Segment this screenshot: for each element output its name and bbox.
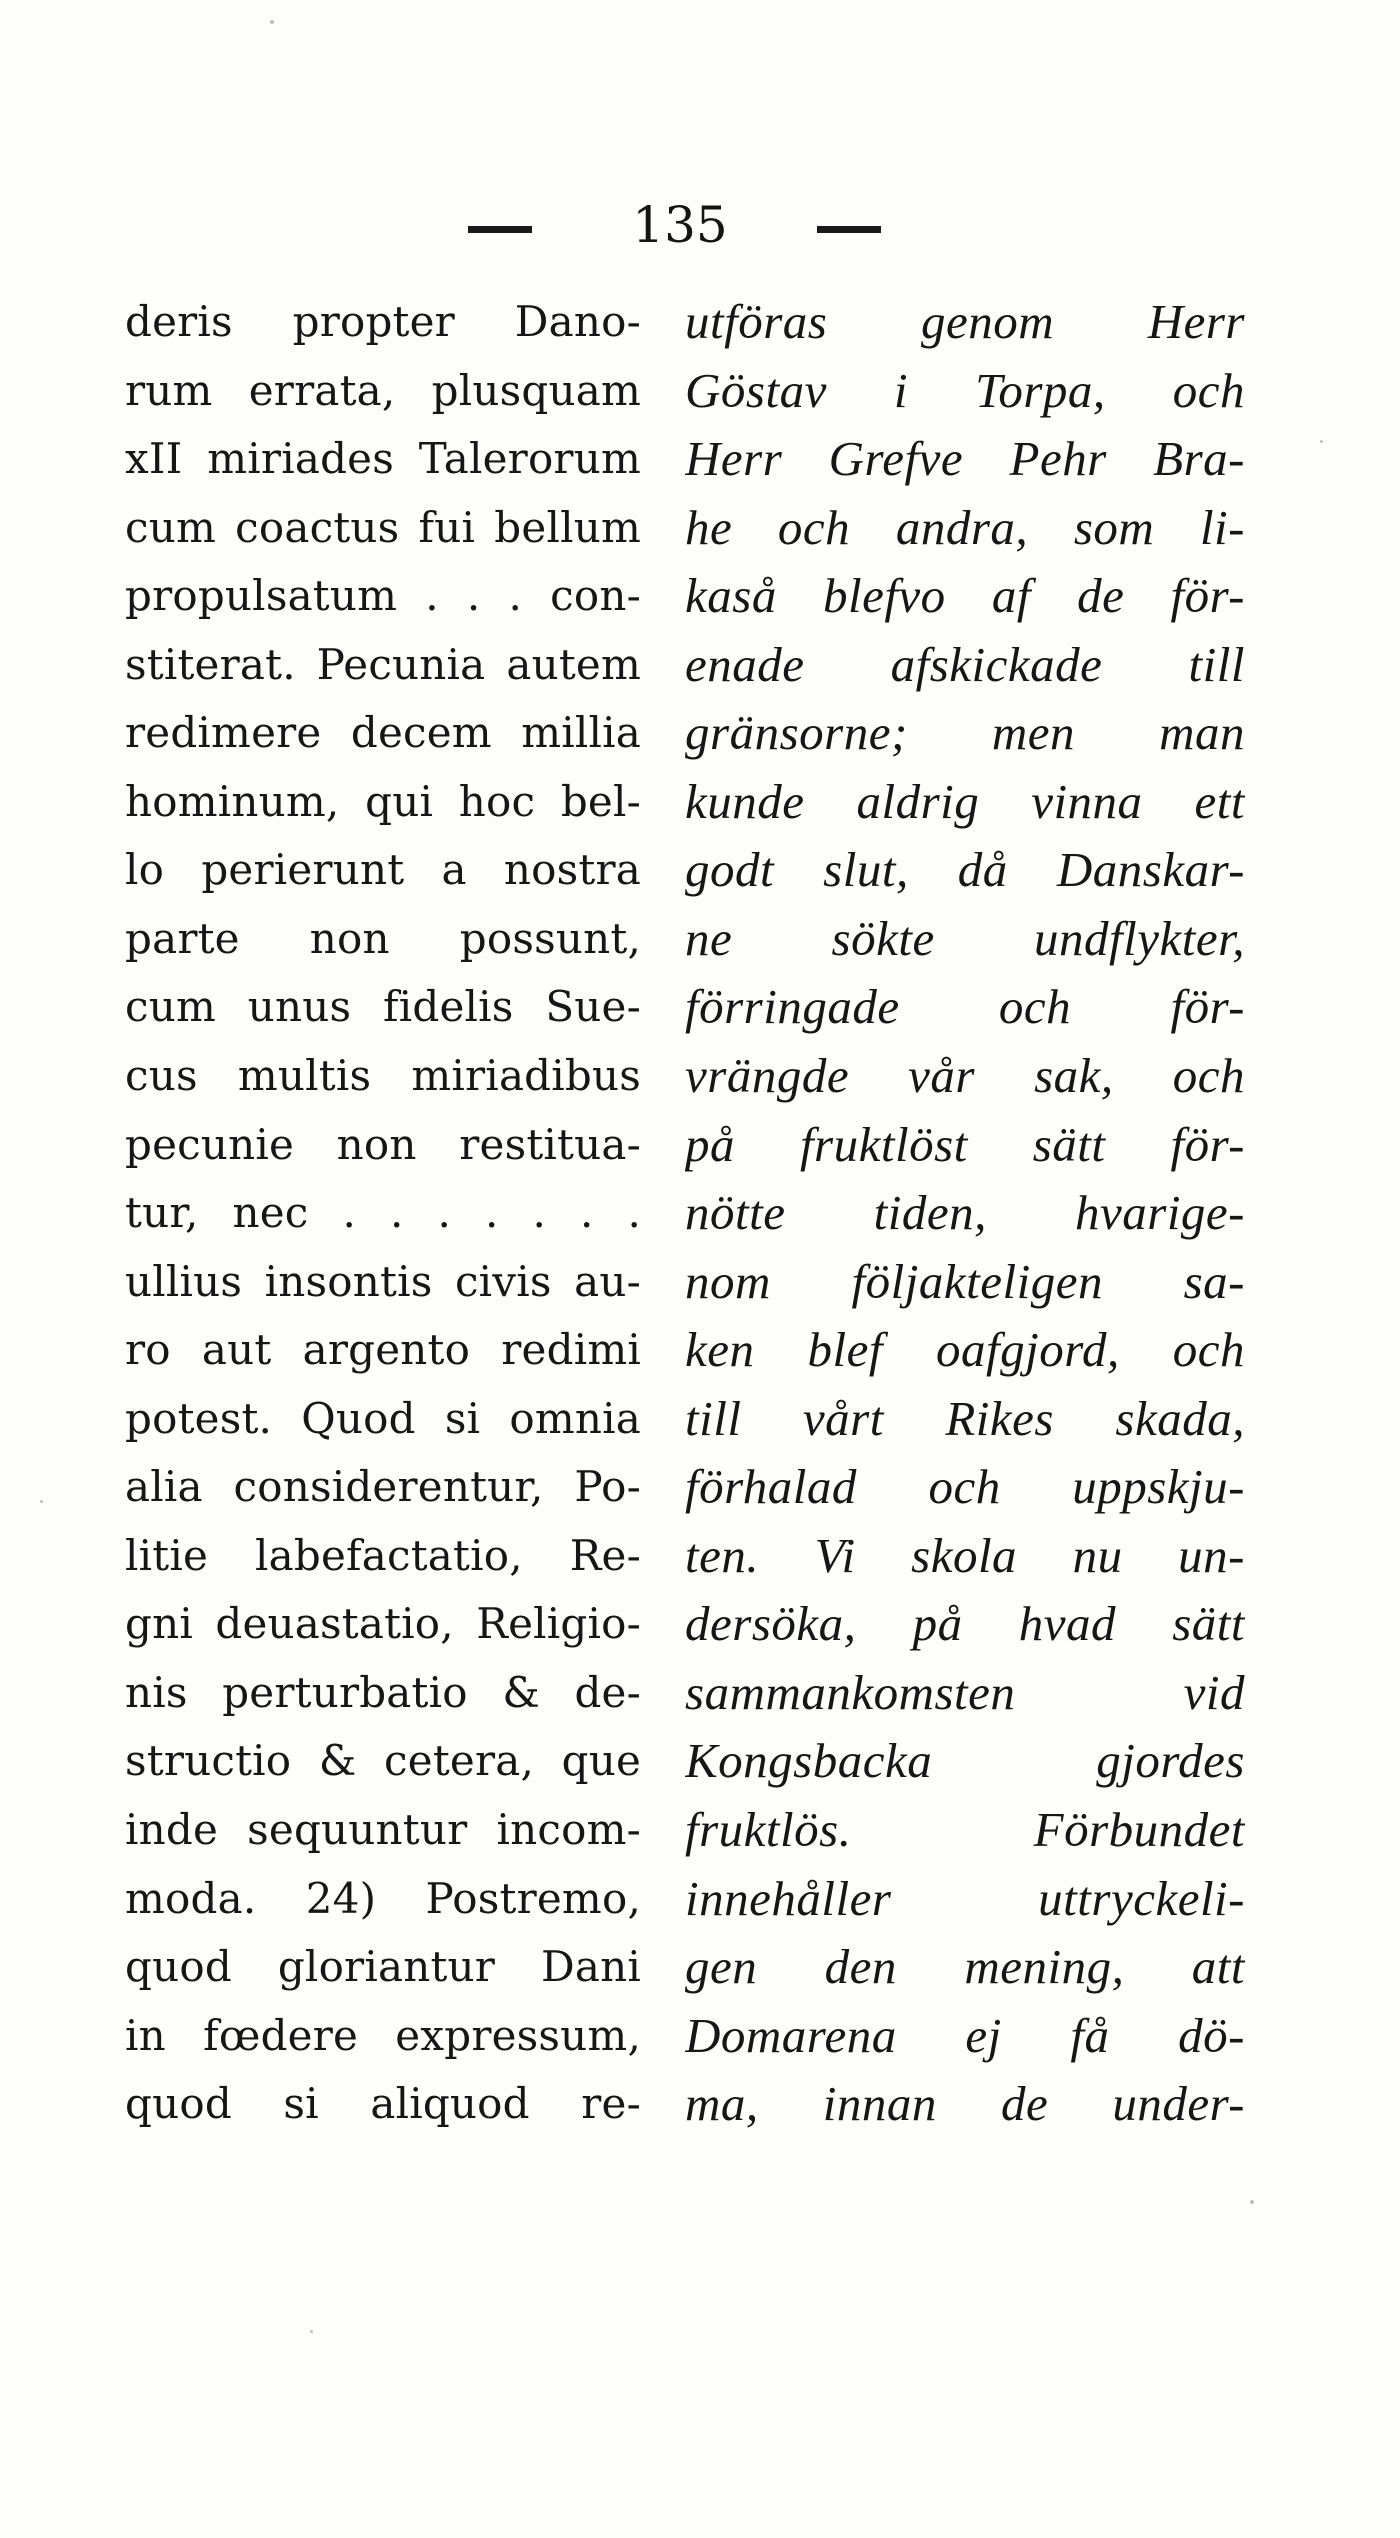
- paper-speck: [270, 20, 274, 24]
- page-header: [0, 192, 1400, 262]
- text-line: nis perturbatio & de-: [125, 1667, 641, 1717]
- text-line: ne sökte undflykter,: [685, 910, 1245, 966]
- text-line: innehåller uttryckeli-: [685, 1870, 1245, 1926]
- swedish-column: [685, 288, 1245, 2139]
- text-line: Kongsbacka gjordes: [685, 1733, 1245, 1789]
- text-line: ken blef oafgjord, och: [685, 1322, 1245, 1378]
- text-line: nötte tiden, hvarige-: [685, 1185, 1245, 1241]
- text-line: pecunie non restitua-: [125, 1119, 641, 1169]
- text-line: litie labefactatio, Re-: [125, 1530, 641, 1580]
- text-line: gränsorne; men man: [685, 705, 1245, 761]
- text-line: på fruktlöst sätt för-: [685, 1116, 1245, 1172]
- text-line: förringade och för-: [685, 979, 1245, 1035]
- header-dash-right: [817, 226, 881, 233]
- text-line: gni deuastatio, Religio-: [125, 1599, 641, 1649]
- text-line: godt slut, då Danskar-: [685, 842, 1245, 898]
- text-line: potest. Quod si omnia: [125, 1393, 641, 1443]
- paper-speck: [1250, 2200, 1254, 2204]
- paper-speck: [310, 2330, 313, 2333]
- page-number: 135: [632, 196, 728, 254]
- text-line: vrängde vår sak, och: [685, 1048, 1245, 1104]
- text-line: dersöka, på hvad sätt: [685, 1596, 1245, 1652]
- text-line: ullius insontis civis au-: [125, 1256, 641, 1306]
- text-line: structio & cetera, que: [125, 1736, 641, 1786]
- text-line: ten. Vi skola nu un-: [685, 1527, 1245, 1583]
- text-line: Göstav i Torpa, och: [685, 362, 1245, 418]
- latin-column: [125, 288, 641, 2139]
- text-line: kunde aldrig vinna ett: [685, 773, 1245, 829]
- text-line: ma, innan de under-: [685, 2076, 1245, 2132]
- text-line: propulsatum . . . con-: [125, 571, 641, 621]
- text-line: in fœdere expressum,: [125, 2010, 641, 2060]
- text-line: alia considerentur, Po-: [125, 1462, 641, 1512]
- text-line: utföras genom Herr: [685, 294, 1245, 349]
- text-line: nom följakteligen sa-: [685, 1253, 1245, 1309]
- text-line: till vårt Rikes skada,: [685, 1390, 1245, 1446]
- text-line: quod gloriantur Dani: [125, 1942, 641, 1992]
- text-line: he och andra, som li-: [685, 499, 1245, 555]
- text-line: kaså blefvo af de för-: [685, 568, 1245, 624]
- text-line: xII miriades Talerorum: [125, 434, 641, 484]
- text-line: stiterat. Pecunia autem: [125, 639, 641, 689]
- text-line: sammankomsten vid: [685, 1664, 1245, 1720]
- text-line: förhalad och uppskju-: [685, 1459, 1245, 1515]
- text-line: redimere decem millia: [125, 708, 641, 758]
- text-line: deris propter Dano-: [125, 297, 641, 346]
- text-line: Herr Grefve Pehr Bra-: [685, 431, 1245, 487]
- text-line: enade afskickade till: [685, 636, 1245, 692]
- paper-speck: [40, 1500, 43, 1503]
- text-line: rum errata, plusquam: [125, 365, 641, 415]
- text-line: ro aut argento redimi: [125, 1325, 641, 1375]
- text-line: hominum, qui hoc bel-: [125, 776, 641, 826]
- text-line: parte non possunt,: [125, 913, 641, 963]
- text-line: Domarena ej få dö-: [685, 2007, 1245, 2063]
- text-line: moda. 24) Postremo,: [125, 1873, 641, 1923]
- paper-speck: [1320, 440, 1323, 443]
- text-line: cus multis miriadibus: [125, 1051, 641, 1101]
- text-line: cum unus fidelis Sue-: [125, 982, 641, 1032]
- header-dash-left: [468, 226, 532, 233]
- text-line: lo perierunt a nostra: [125, 845, 641, 895]
- text-line: fruktlös. Förbundet: [685, 1802, 1245, 1858]
- text-line: inde sequuntur incom-: [125, 1805, 641, 1855]
- text-line: cum coactus fui bellum: [125, 502, 641, 552]
- text-line: gen den mening, att: [685, 1939, 1245, 1995]
- text-line: quod si aliquod re-: [125, 2079, 641, 2129]
- text-line: tur, nec . . . . . . .: [125, 1188, 641, 1238]
